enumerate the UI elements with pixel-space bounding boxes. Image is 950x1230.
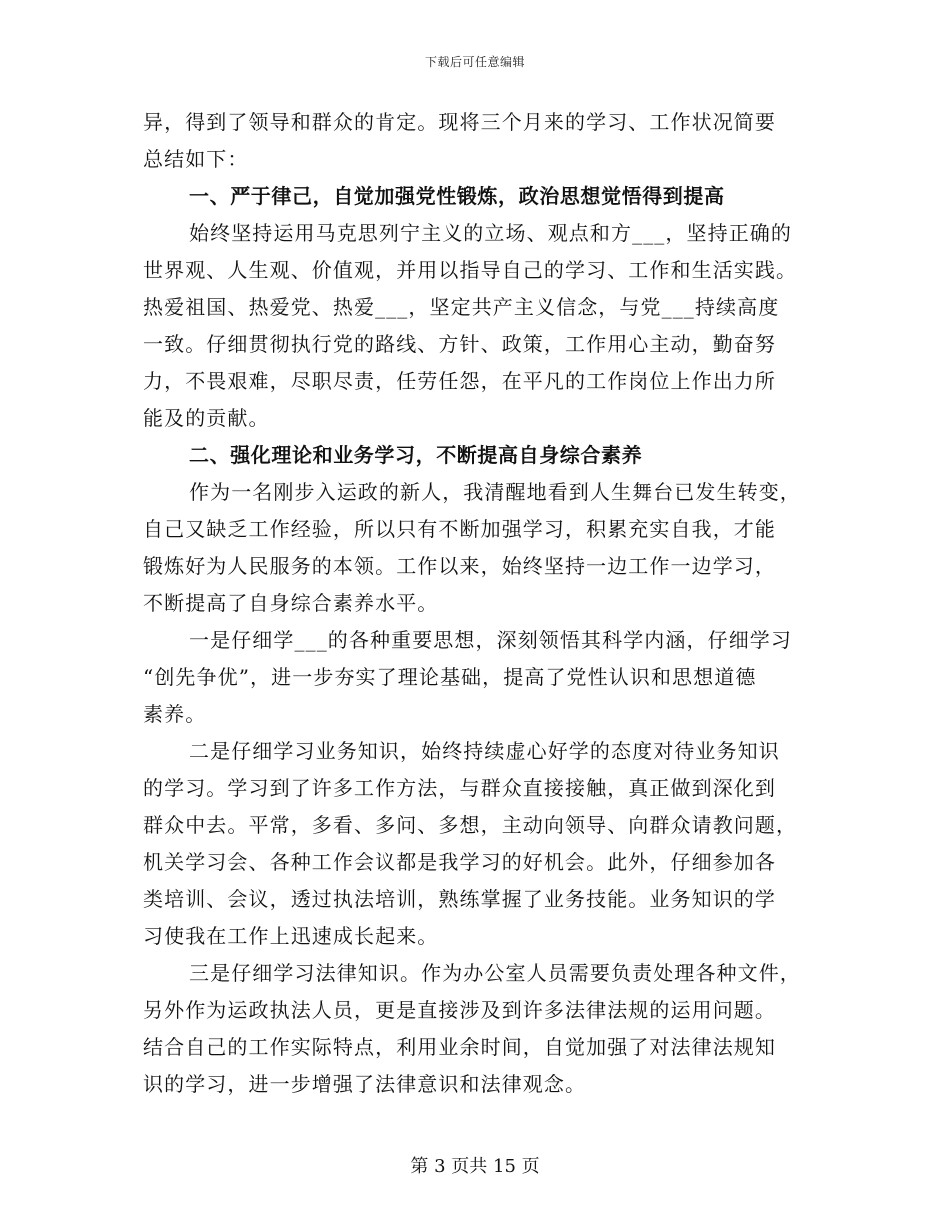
body-line: 习使我在工作上迅速成长起来。: [143, 924, 439, 948]
body-line: 一是仔细学___的各种重要思想，深刻领悟其科学内涵，仔细学习: [189, 628, 792, 652]
section-heading-2: 二、强化理论和业务学习，不断提高自身综合素养: [189, 443, 643, 467]
body-line: 素养。: [143, 702, 207, 726]
document-body: [143, 104, 803, 1103]
body-line: “创先争优”，进一步夯实了理论基础，提高了党性认识和思想道德: [143, 665, 757, 689]
body-line: 能及的贡献。: [143, 406, 270, 430]
body-line: 识的学习，进一步增强了法律意识和法律观念。: [143, 1072, 587, 1096]
body-line: 一致。仔细贯彻执行党的路线、方针、政策，工作用心主动，勤奋努: [143, 332, 776, 356]
header-note: 下载后可任意编辑: [424, 55, 525, 69]
body-line: 另外作为运政执法人员，更是直接涉及到许多法律法规的运用问题。: [143, 998, 776, 1022]
body-line: 群众中去。平常，多看、多问、多想，主动向领导、向群众请教问题，: [143, 813, 798, 837]
body-line: 热爱祖国、热爱党、热爱___，坚定共产主义信念，与党___持续高度: [143, 295, 780, 319]
section-heading-1: 一、严于律己，自觉加强党性锻炼，政治思想觉悟得到提高: [189, 184, 725, 208]
body-line: 世界观、人生观、价值观，并用以指导自己的学习、工作和生活实践。: [143, 258, 798, 282]
body-line: 锻炼好为人民服务的本领。工作以来，始终坚持一边工作一边学习，: [143, 554, 776, 578]
body-line: 总结如下：: [143, 147, 249, 171]
body-line: 二是仔细学习业务知识，始终持续虚心好学的态度对待业务知识: [189, 739, 780, 763]
body-line: 不断提高了自身综合素养水平。: [143, 591, 439, 615]
body-line: 结合自己的工作实际特点，利用业余时间，自觉加强了对法律法规知: [143, 1035, 776, 1059]
body-line: 始终坚持运用马克思列宁主义的立场、观点和方___，坚持正确的: [189, 221, 792, 245]
body-line: 机关学习会、各种工作会议都是我学习的好机会。此外，仔细参加各: [143, 850, 776, 874]
body-line: 三是仔细学习法律知识。作为办公室人员需要负责处理各种文件，: [189, 961, 801, 985]
body-line: 的学习。学习到了许多工作方法，与群众直接接触，真正做到深化到: [143, 776, 776, 800]
body-line: 异，得到了领导和群众的肯定。现将三个月来的学习、工作状况简要: [143, 110, 776, 134]
page-number: 第 3 页共 15 页: [410, 1156, 540, 1177]
body-line: 类培训、会议，透过执法培训，熟练掌握了业务技能。业务知识的学: [143, 887, 776, 911]
body-line: 力，不畏艰难，尽职尽责，任劳任怨，在平凡的工作岗位上作出力所: [143, 369, 776, 393]
body-line: 作为一名刚步入运政的新人，我清醒地看到人生舞台已发生转变，: [189, 480, 801, 504]
body-line: 自己又缺乏工作经验，所以只有不断加强学习，积累充实自我，才能: [143, 517, 776, 541]
